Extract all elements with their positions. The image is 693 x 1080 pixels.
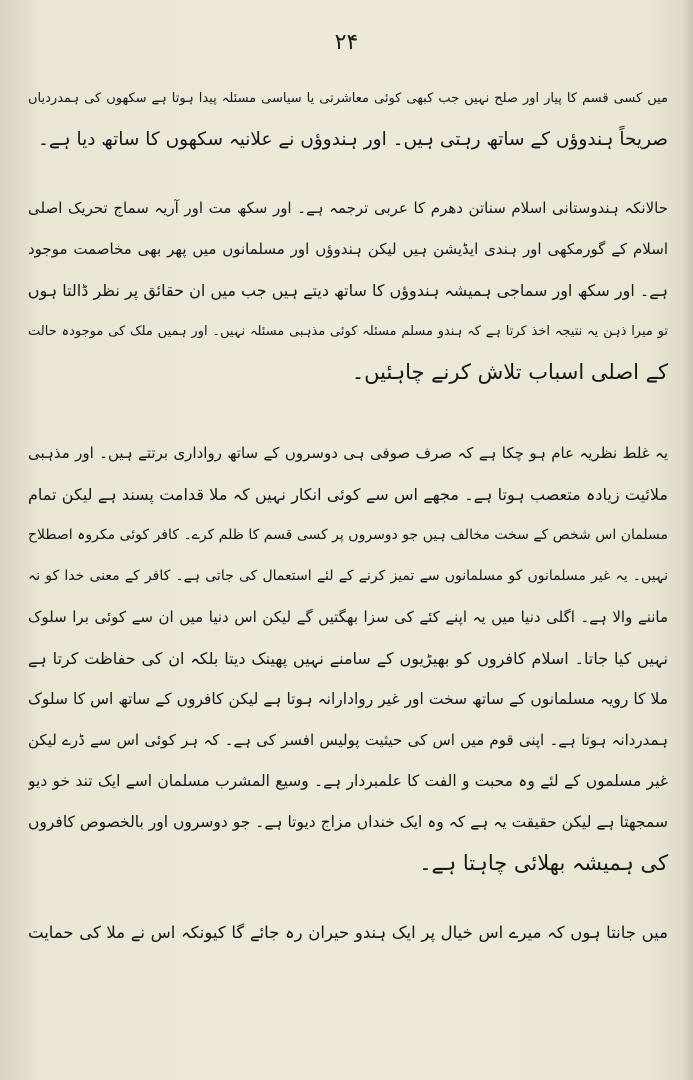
text-line: ملائیت زیادہ متعصب ہوتا ہے۔ مجھے اس سے کوئی انکار نہیں کہ ملا قدامت پسند ہے لیکن تمام (28, 485, 668, 504)
paragraph-2 (28, 188, 668, 393)
text-line: ماننے والا ہے۔ اگلی دنیا میں یہ اپنے کئے کی سزا بھگتیں گے لیکن اس دنیا میں ان سے کوئی برا سلوک (28, 608, 668, 626)
text-line: سمجھتا ہے لیکن حقیقت یہ ہے کہ وہ ایک خنداں مزاج دیوتا ہے۔ جو دوسروں اور بالخصوص کافروں (28, 813, 668, 831)
paragraph-gap (28, 884, 668, 912)
text-line: ہمدردانہ ہوتا ہے۔ اپنی قوم میں اس کی حیثیت پولیس افسر کی ہے۔ کہ ہر کوئی اس سے ڈرے لیکن (28, 731, 668, 749)
text-line: اسلام کے گورمکھی اور ہندی ایڈیشن ہیں لیکن ہندوؤں اور مسلمانوں میں پھر بھی مخاصمت موجود (28, 240, 668, 258)
text-line: میں جانتا ہوں کہ میرے اس خیال پر ایک ہندو حیران رہ جائے گا کیونکہ اس نے ملا کی حمایت (28, 923, 668, 942)
paragraph-3 (28, 433, 668, 884)
text-line: کی ہمیشہ بھلائی چاہتا ہے۔ (419, 851, 668, 875)
page-number: ۲۴ (334, 30, 359, 55)
text-line: میں کسی قسم کا پیار اور صلح نہیں جب کبھی کوئی معاشرتی یا سیاسی مسئلہ پیدا ہوتا ہے سکھوں کی ہمدردیاں (28, 91, 668, 106)
text-line: تو میرا ذہن یہ نتیجہ اخذ کرتا ہے کہ ہندو مسلم مسئلہ کوئی مذہبی مسئلہ نہیں۔ اور ہمیں ملک کی موجودہ حالت (28, 324, 668, 339)
text-line: حالانکہ ہندوستانی اسلام سناتن دھرم کا عربی ترجمہ ہے۔ اور سکھ مت اور آریہ سماج تحریک اصلی (28, 199, 668, 217)
text-line: نہیں کیا جاتا۔ اسلام کافروں کو بھیڑیوں کے سامنے نہیں پھینک دیتا بلکہ ان کی حفاظت کرتا ہے (28, 649, 668, 668)
text-line: کے اصلی اسباب تلاش کرنے چاہئیں۔ (351, 360, 668, 384)
text-line: نہیں۔ یہ غیر مسلمانوں کو مسلمانوں سے تمیز کرنے کے لئے استعمال کی جاتی ہے۔ کافر کے معنی خدا کو نہ (28, 568, 668, 584)
paragraph-gap (28, 393, 668, 433)
text-line: مسلمان اس شخص کے سخت مخالف ہیں جو دوسروں پر کسی قسم کا ظلم کرے۔ کافر کوئی مکروہ اصطلاح (28, 527, 668, 543)
text-line: صریحاً ہندوؤں کے ساتھ رہتی ہیں۔ اور ہندوؤں نے علانیہ سکھوں کا ساتھ دیا ہے۔ (38, 129, 668, 150)
text-line: ہے۔ اور سکھ اور سماجی ہمیشہ ہندوؤں کا ساتھ دیتے ہیں جب میں ان حقائق پر نظر ڈالتا ہوں (28, 281, 668, 300)
urdu-body-text (28, 78, 668, 953)
page-edge-shadow (683, 0, 693, 1080)
text-line: یہ غلط نظریہ عام ہو چکا ہے کہ صرف صوفی ہی دوسروں کے ساتھ رواداری برتتے ہیں۔ اور مذہبی (28, 444, 668, 462)
paragraph-1 (28, 78, 668, 160)
text-line: غیر مسلموں کے لئے وہ محبت و الفت کا علمبردار ہے۔ وسیع المشرب مسلمان اسے ایک تند خو دیو (28, 772, 668, 790)
paragraph-4 (28, 912, 668, 953)
text-line: ملا کا رویہ مسلمانوں کے ساتھ سخت اور غیر روادارانہ ہوتا ہے لیکن کافروں کے ساتھ اس کا سلوک (28, 690, 668, 708)
paragraph-gap (28, 160, 668, 188)
